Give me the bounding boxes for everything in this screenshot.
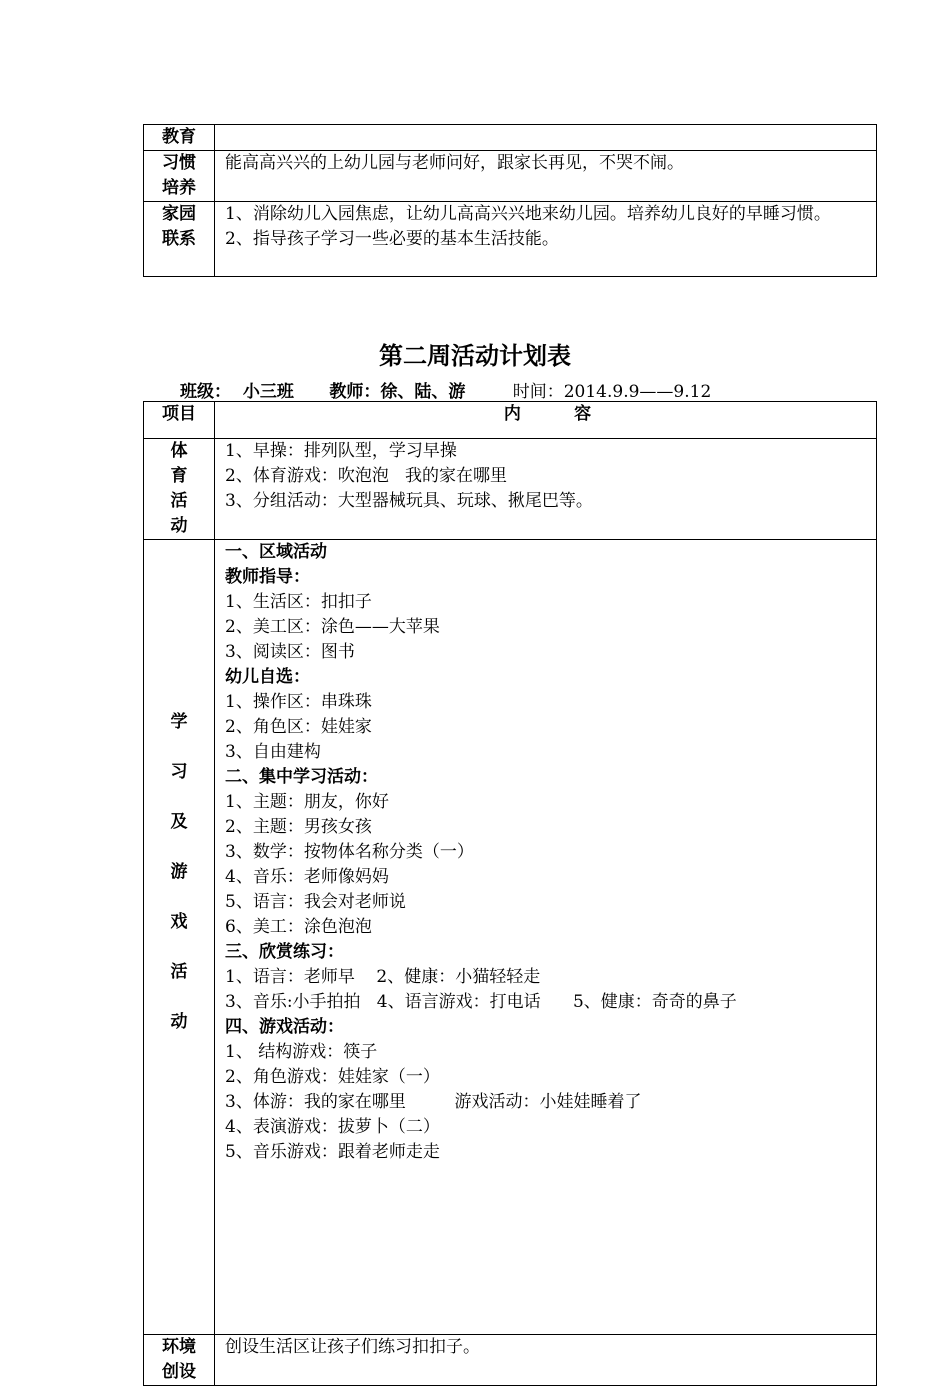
section-heading: 幼儿自选： [225,667,310,687]
content-line: 3、数学：按物体名称分类（一） [225,842,474,862]
row-label-habits [144,151,215,202]
weekly-plan-table [143,401,877,1386]
row-label-text: 环境 [162,1337,196,1357]
row-content-habits [215,151,877,202]
row-content-education [215,125,877,151]
section-heading: 教师指导： [225,567,310,587]
row-label-text: 家园 [162,204,196,224]
row-label-char: 育 [170,466,188,486]
content-line: 1、早操：排列队型，学习早操 [225,441,457,461]
content-line: 5、音乐游戏：跟着老师走走 [225,1142,440,1162]
row-label-char: 学 [170,712,188,732]
content-line: 6、美工：涂色泡泡 [225,917,372,937]
row-label-char: 游 [170,862,188,882]
table-row [144,1335,877,1386]
content-line: 2、角色区：娃娃家 [225,717,372,737]
content-line: 1、操作区：串珠珠 [225,692,372,712]
row-label-text: 联系 [162,229,196,249]
top-plan-table [143,124,877,277]
row-content-home-school [215,202,877,277]
row-content-study [215,540,877,1335]
content-line: 2、主题：男孩女孩 [225,817,372,837]
table-row [144,151,877,202]
table-row [144,540,877,1335]
content-line: 3、自由建构 [225,742,321,762]
time-info: 时间：2014.9.9——9.12 [512,382,712,402]
row-label-study [144,540,215,1335]
table-row [144,439,877,540]
row-content-pe [215,439,877,540]
row-label-char: 动 [170,1012,188,1032]
row-label-text: 培养 [162,178,196,198]
row-label-home-school [144,202,215,277]
content-line: 3、体游：我的家在哪里 游戏活动：小娃娃睡着了 [225,1092,642,1112]
header-item: 项目 [144,402,215,439]
row-label-education [144,125,215,151]
page-title: 第二周活动计划表 [379,342,571,370]
section-heading: 四、游戏活动： [225,1017,344,1037]
table-row [144,125,877,151]
row-content-environment [215,1335,877,1386]
row-label-environment [144,1335,215,1386]
section-heading: 二、集中学习活动： [225,767,378,787]
table-header-row [144,402,877,439]
row-label-char: 习 [170,762,188,782]
content-line: 3、阅读区：图书 [225,642,355,662]
content-line: 4、音乐：老师像妈妈 [225,867,389,887]
content-line: 2、美工区：涂色——大苹果 [225,617,440,637]
content-line: 2、角色游戏：娃娃家（一） [225,1067,440,1087]
table-row [144,202,877,277]
section-heading: 一、区域活动 [225,542,327,562]
row-label-pe [144,439,215,540]
content-line: 1、主题：朋友，你好 [225,792,389,812]
class-info: 班级： 小三班 [180,382,294,402]
row-label-char: 体 [170,441,188,461]
content-line: 3、分组活动：大型器械玩具、玩球、揪尾巴等。 [225,491,593,511]
header-content [215,402,877,439]
content-line: 4、表演游戏：拔萝卜（二） [225,1117,440,1137]
teacher-info: 教师：徐、陆、游 [329,382,466,402]
content-line: 3、音乐:小手拍拍 4、语言游戏：打电话 5、健康：奇奇的鼻子 [225,992,737,1012]
row-label-text: 习惯 [162,153,196,173]
row-label-text: 创设 [162,1362,196,1382]
content-line: 1、生活区：扣扣子 [225,592,372,612]
row-label-char: 活 [170,962,188,982]
row-label-char: 及 [170,812,188,832]
content-line: 创设生活区让孩子们练习扣扣子。 [225,1337,480,1357]
row-label-text: 教育 [162,127,196,147]
content-line: 1、 结构游戏：筷子 [225,1042,378,1062]
row-label-char: 戏 [170,912,188,932]
section-heading: 三、欣赏练习： [225,942,344,962]
content-line: 能高高兴兴的上幼儿园与老师问好，跟家长再见，不哭不闹。 [225,153,684,173]
content-line: 2、体育游戏：吹泡泡 我的家在哪里 [225,466,508,486]
plan-info [180,377,711,402]
row-label-char: 活 [170,491,188,511]
row-label-char: 动 [170,516,188,536]
content-line: 5、语言：我会对老师说 [225,892,406,912]
content-line: 1、语言：老师早 2、健康：小猫轻轻走 [225,967,541,987]
content-line: 1、消除幼儿入园焦虑，让幼儿高高兴兴地来幼儿园。培养幼儿良好的早睡习惯。 [225,204,831,224]
header-content-text: 内 容 [503,404,592,424]
content-line: 2、指导孩子学习一些必要的基本生活技能。 [225,229,559,249]
